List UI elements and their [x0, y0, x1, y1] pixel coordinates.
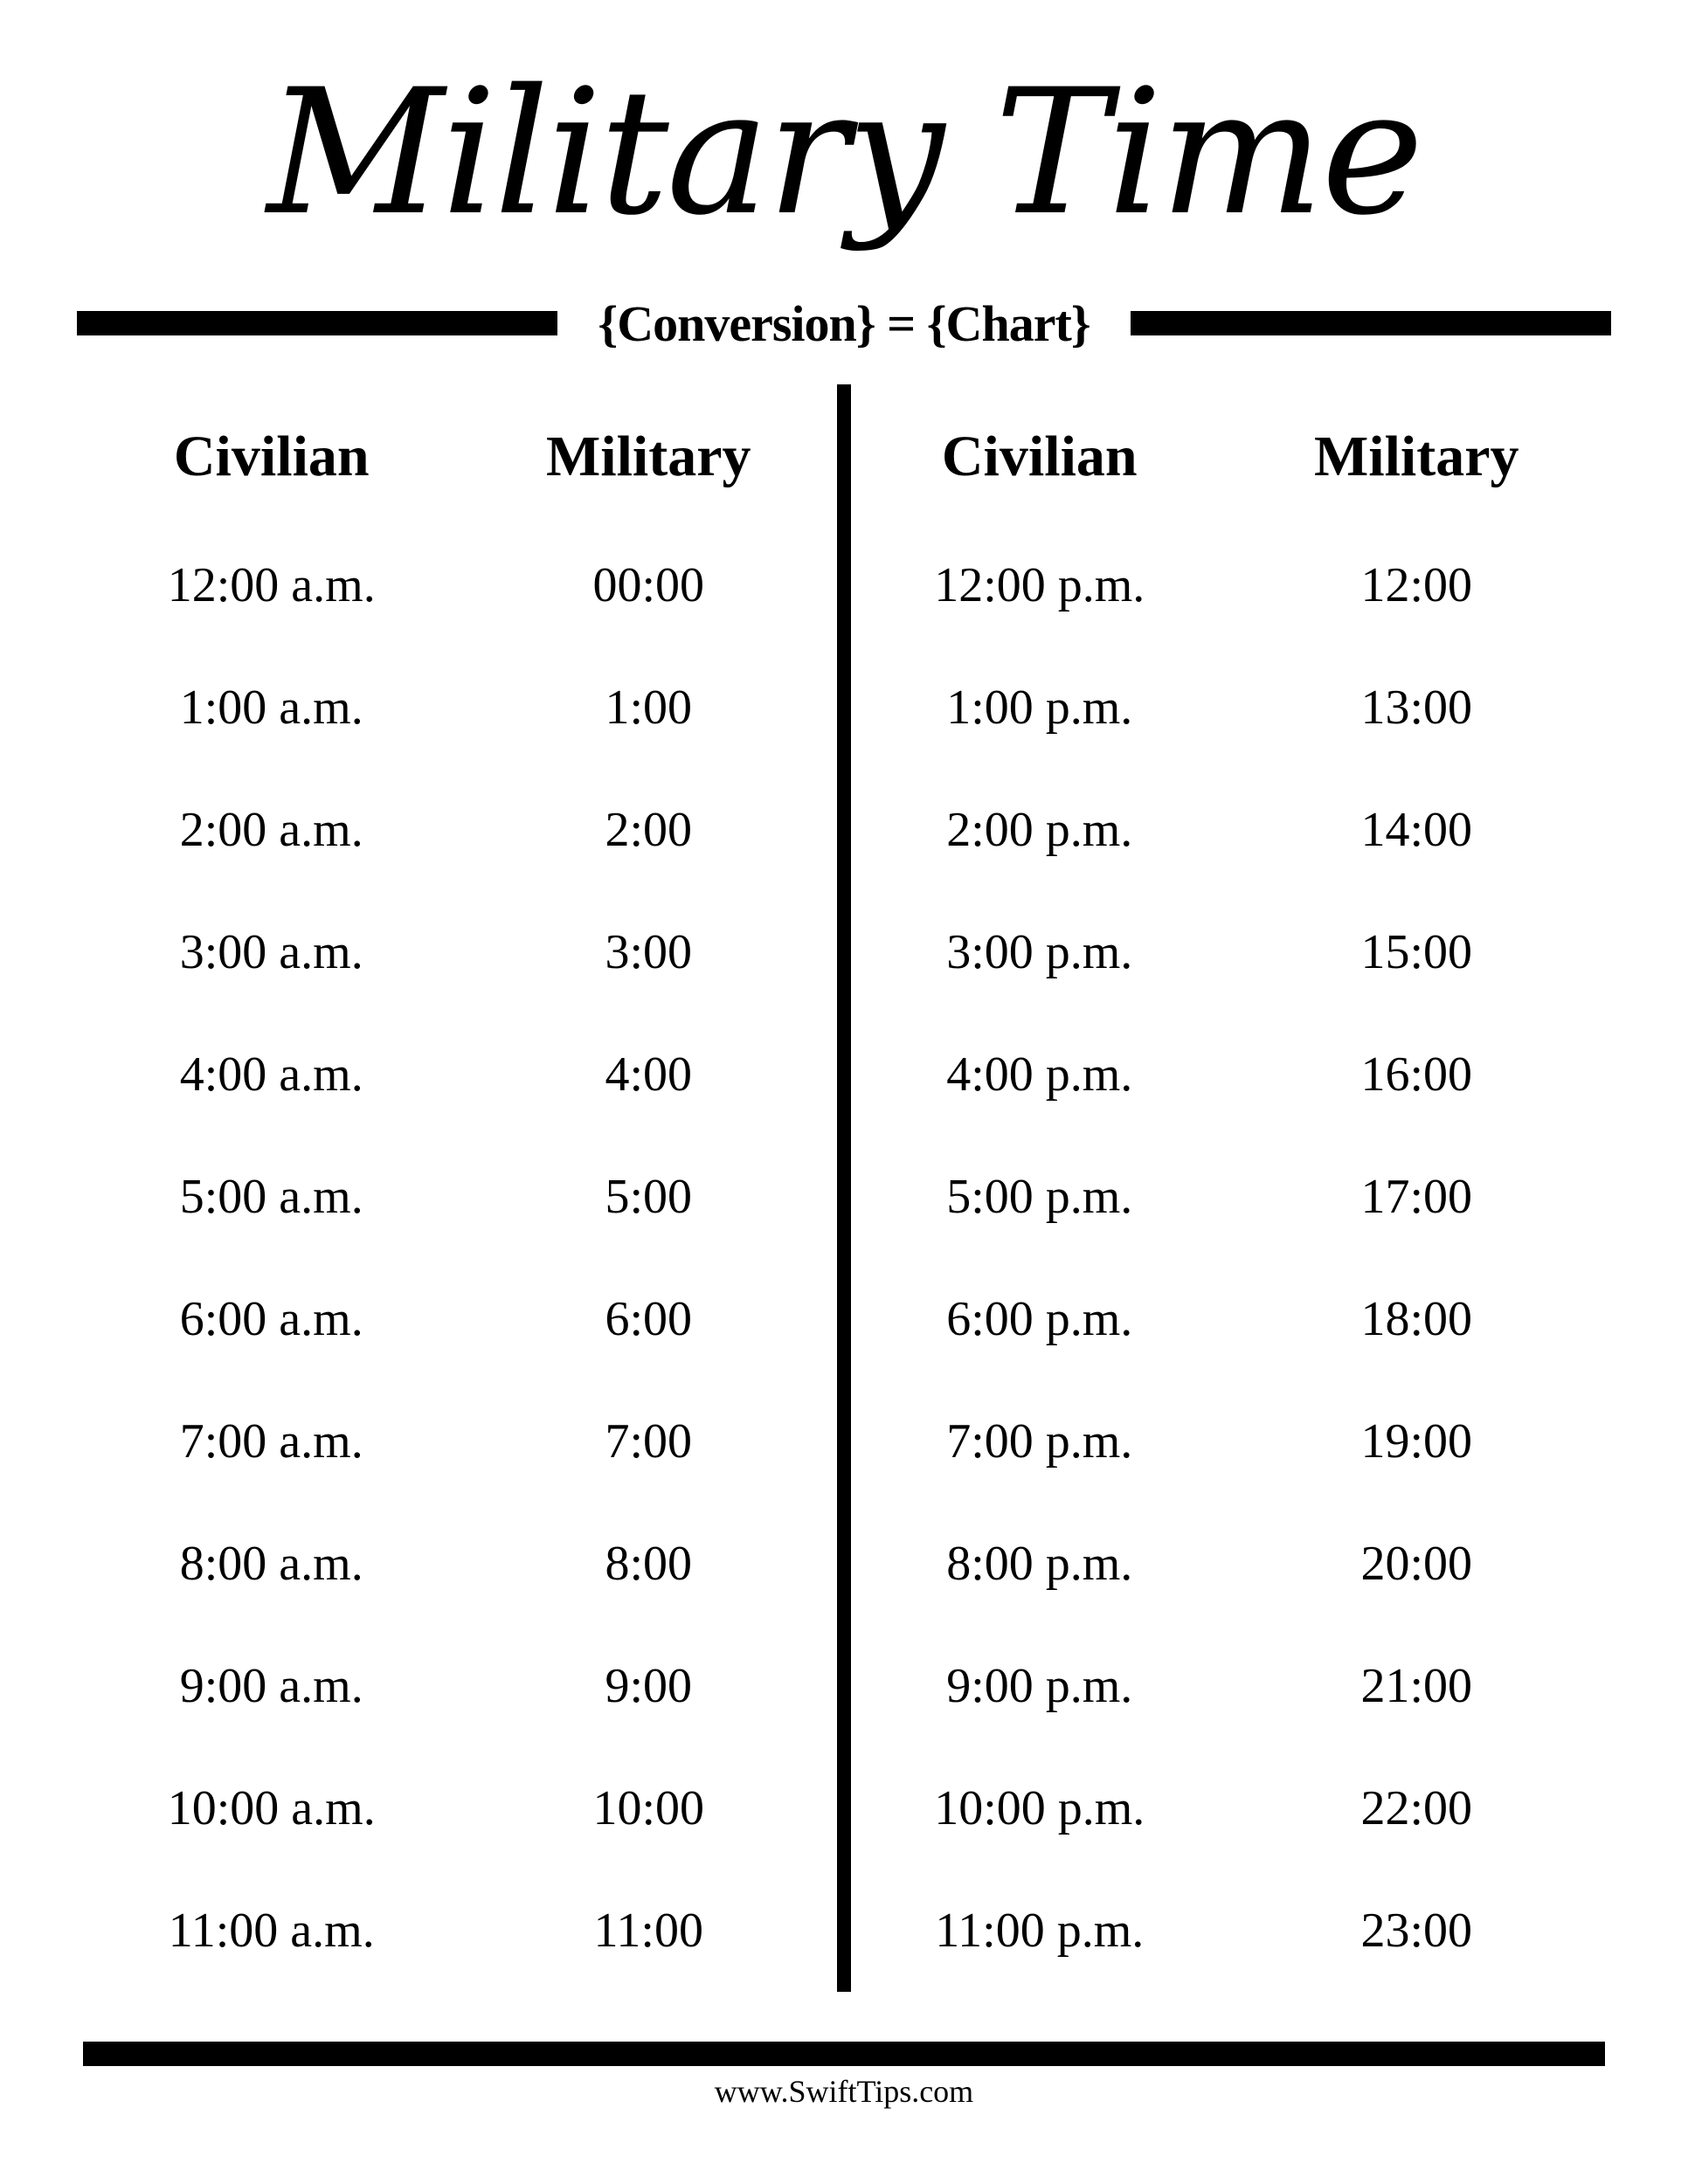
conversion-tables [83, 384, 1605, 1992]
civilian-time: 4:00 a.m. [179, 1047, 363, 1102]
civilian-time: 10:00 a.m. [167, 1781, 376, 1835]
table-row [851, 524, 1605, 646]
table-row [83, 646, 837, 769]
military-time: 10:00 [592, 1781, 705, 1835]
civilian-time: 3:00 p.m. [946, 925, 1133, 979]
military-time: 18:00 [1360, 1292, 1473, 1346]
page-title: Military Time [266, 51, 1422, 253]
table-row [83, 1258, 837, 1380]
military-time: 20:00 [1360, 1537, 1473, 1591]
table-row [83, 891, 837, 1013]
table-row [851, 1136, 1605, 1258]
subtitle-right-bar [1131, 311, 1611, 335]
pm-conversion-table [851, 384, 1605, 1992]
military-time: 16:00 [1360, 1047, 1473, 1102]
table-row [83, 769, 837, 891]
footer-url: www.SwiftTips.com [714, 2074, 974, 2109]
military-time: 23:00 [1360, 1904, 1473, 1958]
table-row [851, 1380, 1605, 1503]
table-row [83, 1013, 837, 1136]
military-time: 9:00 [605, 1659, 693, 1713]
military-time: 11:00 [593, 1904, 703, 1958]
center-divider [837, 384, 851, 1992]
military-time: 00:00 [592, 558, 705, 612]
military-time: 2:00 [605, 803, 693, 857]
civilian-time: 5:00 a.m. [179, 1170, 363, 1224]
civilian-time: 11:00 p.m. [935, 1904, 1145, 1958]
civilian-column-header: Civilian [173, 424, 370, 488]
civilian-time: 2:00 a.m. [179, 803, 363, 857]
table-row [851, 1258, 1605, 1380]
page-footer [0, 2042, 1688, 2110]
table-spacer [851, 507, 1605, 524]
civilian-time: 2:00 p.m. [946, 803, 1133, 857]
civilian-time: 1:00 a.m. [179, 681, 363, 735]
civilian-time: 10:00 p.m. [934, 1781, 1145, 1835]
table-row [851, 1625, 1605, 1747]
table-row [83, 1136, 837, 1258]
civilian-time: 6:00 a.m. [179, 1292, 363, 1346]
table-header-row [83, 384, 837, 507]
table-row [83, 1503, 837, 1625]
military-time: 21:00 [1360, 1659, 1473, 1713]
military-time: 4:00 [605, 1047, 693, 1102]
military-time: 13:00 [1360, 681, 1473, 735]
table-row [83, 1747, 837, 1870]
subtitle-row [0, 280, 1688, 367]
military-time: 17:00 [1360, 1170, 1473, 1224]
am-conversion-table [83, 384, 837, 1992]
military-time: 3:00 [605, 925, 693, 979]
military-time: 1:00 [605, 681, 693, 735]
table-row [851, 1870, 1605, 1992]
table-row [851, 646, 1605, 769]
civilian-time: 8:00 a.m. [179, 1537, 363, 1591]
table-row [851, 1503, 1605, 1625]
footer-bar [83, 2042, 1605, 2066]
table-row [83, 1870, 837, 1992]
table-header-row [851, 384, 1605, 507]
table-row [851, 1747, 1605, 1870]
civilian-time: 3:00 a.m. [179, 925, 363, 979]
civilian-time: 7:00 a.m. [179, 1414, 363, 1469]
civilian-time: 1:00 p.m. [946, 681, 1133, 735]
military-time: 14:00 [1360, 803, 1473, 857]
civilian-time: 12:00 p.m. [934, 558, 1145, 612]
military-column-header: Military [1313, 424, 1519, 488]
military-column-header: Military [545, 424, 751, 488]
civilian-time: 6:00 p.m. [946, 1292, 1133, 1346]
civilian-time: 8:00 p.m. [946, 1537, 1133, 1591]
table-row [851, 891, 1605, 1013]
military-time: 22:00 [1360, 1781, 1473, 1835]
table-spacer [83, 507, 837, 524]
subtitle-left-bar [77, 311, 557, 335]
military-time: 19:00 [1360, 1414, 1473, 1469]
civilian-time: 7:00 p.m. [946, 1414, 1133, 1469]
military-time: 7:00 [605, 1414, 693, 1469]
table-row [851, 1013, 1605, 1136]
civilian-column-header: Civilian [941, 424, 1138, 488]
civilian-time: 12:00 a.m. [167, 558, 376, 612]
civilian-time: 9:00 a.m. [179, 1659, 363, 1713]
table-row [83, 1380, 837, 1503]
military-time: 5:00 [605, 1170, 693, 1224]
table-row [83, 524, 837, 646]
table-row [851, 769, 1605, 891]
civilian-time: 11:00 a.m. [168, 1904, 375, 1958]
military-time: 12:00 [1360, 558, 1473, 612]
page-subtitle: {Conversion} = {Chart} [598, 294, 1090, 352]
civilian-time: 5:00 p.m. [946, 1170, 1133, 1224]
military-time: 15:00 [1360, 925, 1473, 979]
military-time: 6:00 [605, 1292, 693, 1346]
civilian-time: 9:00 p.m. [946, 1659, 1133, 1713]
civilian-time: 4:00 p.m. [946, 1047, 1133, 1102]
military-time: 8:00 [605, 1537, 693, 1591]
table-row [83, 1625, 837, 1747]
